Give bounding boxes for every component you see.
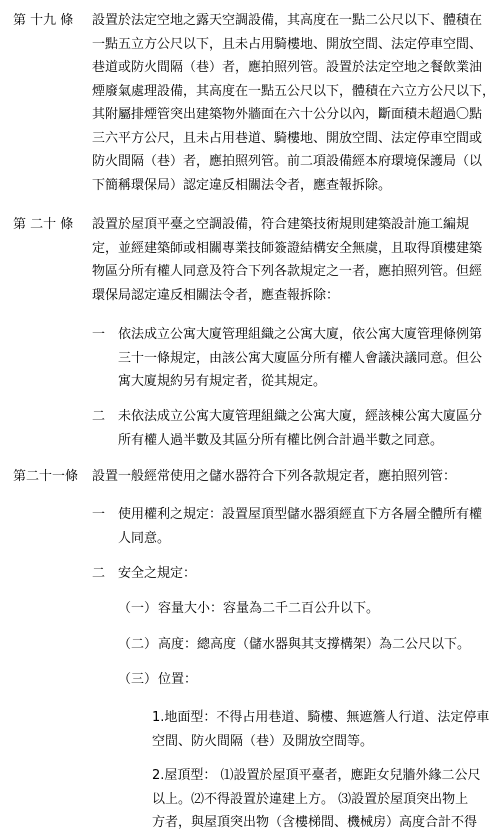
item-number: 二	[92, 409, 106, 424]
article-19-label: 第 十九 條	[13, 13, 74, 28]
subitem-number: （三）	[118, 672, 158, 687]
item-text	[118, 503, 482, 550]
subitem-line: 高度：總高度（儲水器與其支撐構架）為二公尺以下。	[158, 637, 471, 652]
item-line: 寓大廈規約另有規定者，從其規定。	[118, 374, 327, 389]
item-line: 未依法成立公寓大廈管理組織之公寓大廈，經該棟公寓大廈區分	[118, 409, 483, 424]
item-text	[118, 562, 196, 586]
article-19-line: 煙廢氣處理設備，其高度在一點五公尺以下，體積在六立方公尺以下，	[92, 83, 496, 99]
point-text	[152, 706, 489, 753]
article-19-line: 一點五立方公尺以下，且未占用騎樓地、開放空間、法定停車空間、	[92, 36, 483, 52]
subitem-text	[158, 597, 379, 621]
article-20-label: 第 二十 條	[13, 217, 74, 232]
article-19-line: 三六平方公尺，且未占用巷道、騎樓地、開放空間、法定停車空間或	[92, 130, 483, 146]
point-line: 1.地面型：不得占用巷道、騎樓、無遮簷人行道、法定停車	[152, 710, 490, 725]
item-line: 使用權利之規定：設置屋頂型儲水器須經直下方各層全體所有權	[118, 507, 483, 522]
article-21-label: 第二十一條	[13, 469, 79, 484]
article-20-line: 環保局認定違反相關法令者，應查報拆除：	[92, 287, 340, 303]
subitem-text	[158, 633, 470, 657]
article-19-line: 防火間隔（巷）者，應拍照列管。前二項設備經本府環境保護局（以	[92, 154, 483, 169]
item-text	[118, 323, 482, 394]
article-19-body	[92, 9, 496, 197]
article-19-line: 下簡稱環保局）認定違反相關法令者，應查報拆除。	[92, 177, 392, 193]
article-21-line: 設置一般經常使用之儲水器符合下列各款規定者，應拍照列管：	[92, 469, 457, 484]
item-number: 一	[92, 507, 106, 522]
point-line: 以上。⑵不得設置於違建上方。 ⑶設置於屋頂突出物上	[152, 791, 469, 807]
subitem-line: 位置：	[158, 672, 198, 687]
item-line: 三十一條規定，由該公寓大廈區分所有權人會議決議同意。但公	[118, 350, 483, 366]
point-line: 空間、防火間隔（巷）及開放空間等。	[152, 733, 374, 749]
article-19-line: 巷道或防火間隔（巷）者，應拍照列管。設置於法定空地之餐飲業油	[92, 60, 483, 75]
subitem-text	[158, 668, 197, 692]
article-20-body	[92, 213, 496, 307]
subitem-number: （一）	[118, 601, 158, 616]
item-line: 安全之規定：	[118, 566, 197, 581]
item-text	[118, 405, 482, 452]
article-20-line: 設置於屋頂平臺之空調設備，符合建築技術規則建築設計施工編規	[92, 217, 470, 232]
item-line: 人同意。	[118, 530, 171, 546]
point-line: 方者，與屋頂突出物（含樓梯間、機械房）高度合計不得	[152, 815, 478, 830]
item-line: 依法成立公寓大廈管理組織之公寓大廈，依公寓大廈管理條例第	[118, 327, 483, 342]
article-20-line: 定，並經建築師或相關專業技師簽證結構安全無虞，且取得頂樓建築	[92, 240, 483, 256]
item-number: 二	[92, 566, 106, 581]
item-number: 一	[92, 327, 106, 342]
point-text	[152, 764, 481, 835]
article-21-body	[92, 465, 496, 489]
point-line: 2.屋頂型： ⑴設置於屋頂平臺者，應距女兒牆外緣二公尺	[152, 768, 481, 783]
subitem-line: 容量大小：容量為二千二百公升以下。	[158, 601, 380, 616]
article-19-line: 其附屬排煙管突出建築物外牆面在六十公分以內，斷面積未超過〇點	[92, 107, 483, 122]
item-line: 所有權人過半數及其區分所有權比例合計過半數之同意。	[118, 432, 444, 448]
article-20-line: 物區分所有權人同意及符合下列各款規定之一者，應拍照列管。但經	[92, 264, 483, 279]
article-19-line: 設置於法定空地之露天空調設備，其高度在一點二公尺以下、體積在	[92, 13, 483, 28]
subitem-number: （二）	[118, 637, 158, 652]
